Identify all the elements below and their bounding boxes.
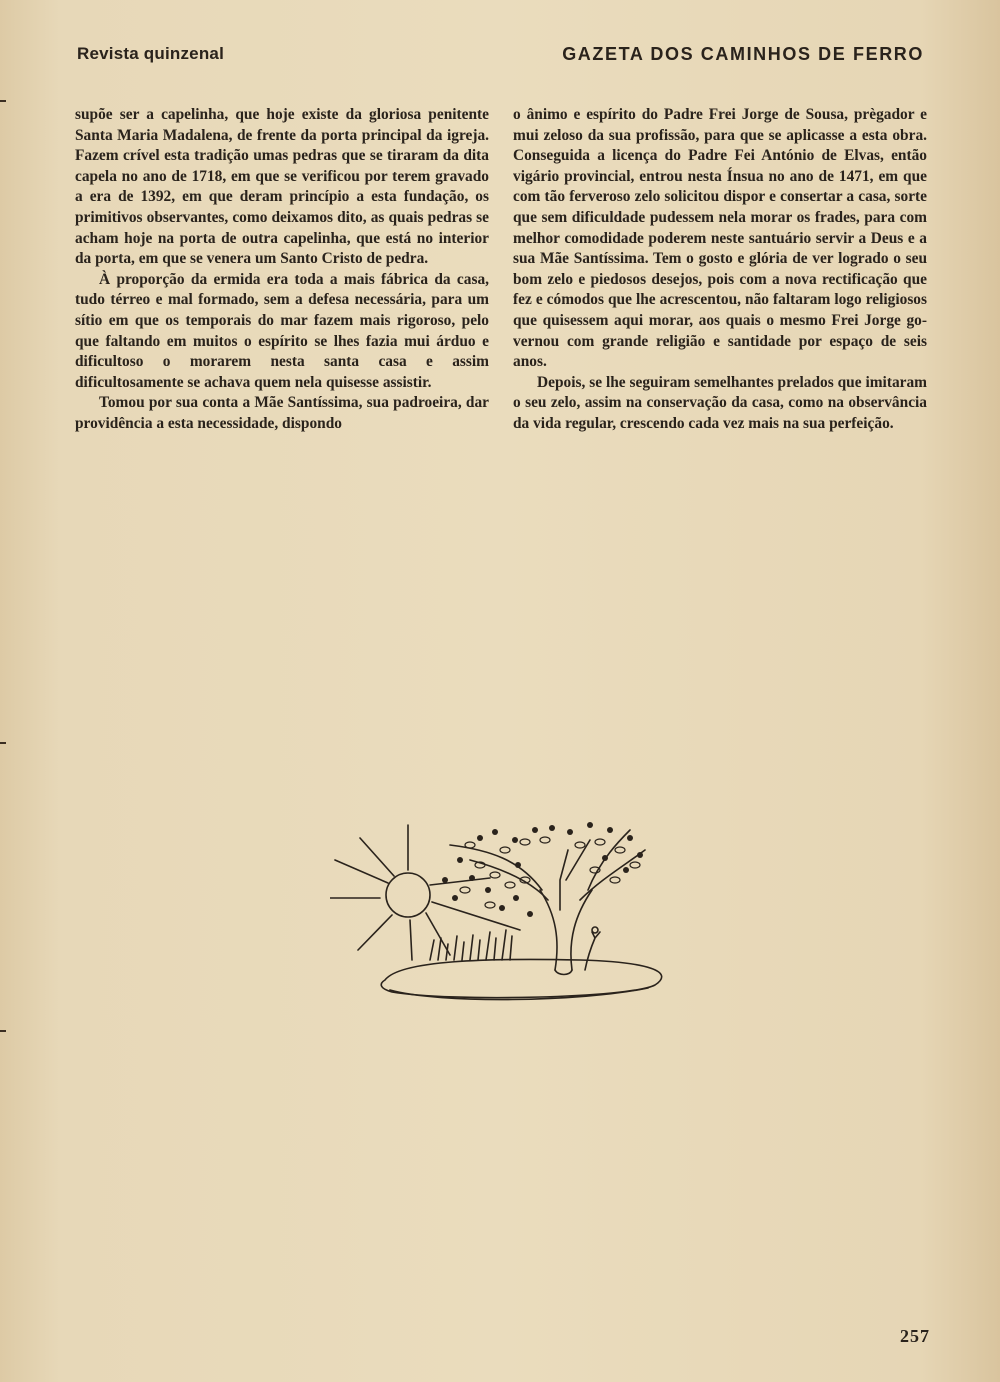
right-text-column: [513, 105, 927, 435]
paragraph: Tomou por sua conta a Mãe Santíssima, sua padroeira, dar providência a esta necessidade, dispondo: [75, 394, 489, 432]
paragraph: supõe ser a capelinha, que hoje existe da gloriosa penitente Santa Maria Madalena, de frente da porta principal da igreja. Fazem crível esta tradição umas pedras que se tiraram da dita capela no ano de 1718, em que se verificou por terem gravado a era de 1392, em que deram princípio a esta fundação, os primitivos observantes, como deixamos dito, as quais pedras se acham hoje na porta de outra capelinha, que está no interior da porta, em que se venera um Santo Cristo de pedra.: [75, 106, 489, 268]
tree-and-sun-illustration: [330, 820, 670, 1010]
page-number: 257: [900, 1326, 930, 1346]
paragraph: o ânimo e espírito do Padre Frei Jorge de Sousa, prègador e mui zeloso da sua profissão, para que se aplicasse a esta obra. Conseguida a licença do Padre Fei António de Elvas, então vigário provincial, entrou nesta Ínsua no ano de 1471, em que com tão ferveroso zelo solicitou dispor e consertar a casa, sorte que sem dificuldade pudessem nela morar os frades, para com melhor comodidade poderem neste santuário servir a Deus e a sua Mãe Santíssima. Tem o gosto e glória de ver logrado o seu bom zelo e piedosos desejos, pois com a nova rectificação que fez e cómodos que lhe acrescentou, não faltaram logo religiosos que quisessem aqui morar, aos quais o mesmo Frei Jorge governou com grande religião e santidade por espaço de seis anos.: [513, 106, 927, 371]
header-right-title: GAZETA DOS CAMINHOS DE FERRO: [562, 44, 924, 64]
running-header: [77, 44, 924, 70]
left-text-column: [75, 105, 489, 435]
edge-mark: [0, 742, 6, 744]
paragraph: Depois, se lhe seguiram semelhantes prelados que imitaram o seu zelo, assim na conservação da casa, como na observância da vida regular, crescendo cada vez mais na sua perfeição.: [513, 373, 927, 432]
edge-mark: [0, 1030, 6, 1032]
paragraph: À proporção da ermida era toda a mais fábrica da casa, tudo térreo e mal formado, sem a defesa necessária, para um sítio em que os temporais do mar fazem mais rigoroso, pelo que faltando em muitos o espírito se lhes fazia mui árduo e dificultoso o morarem nesta santa casa e assim dificultosamente se achava quem nela quisesse assistir.: [75, 270, 489, 391]
edge-mark: [0, 100, 6, 102]
header-left-title: Revista quinzenal: [77, 44, 224, 63]
